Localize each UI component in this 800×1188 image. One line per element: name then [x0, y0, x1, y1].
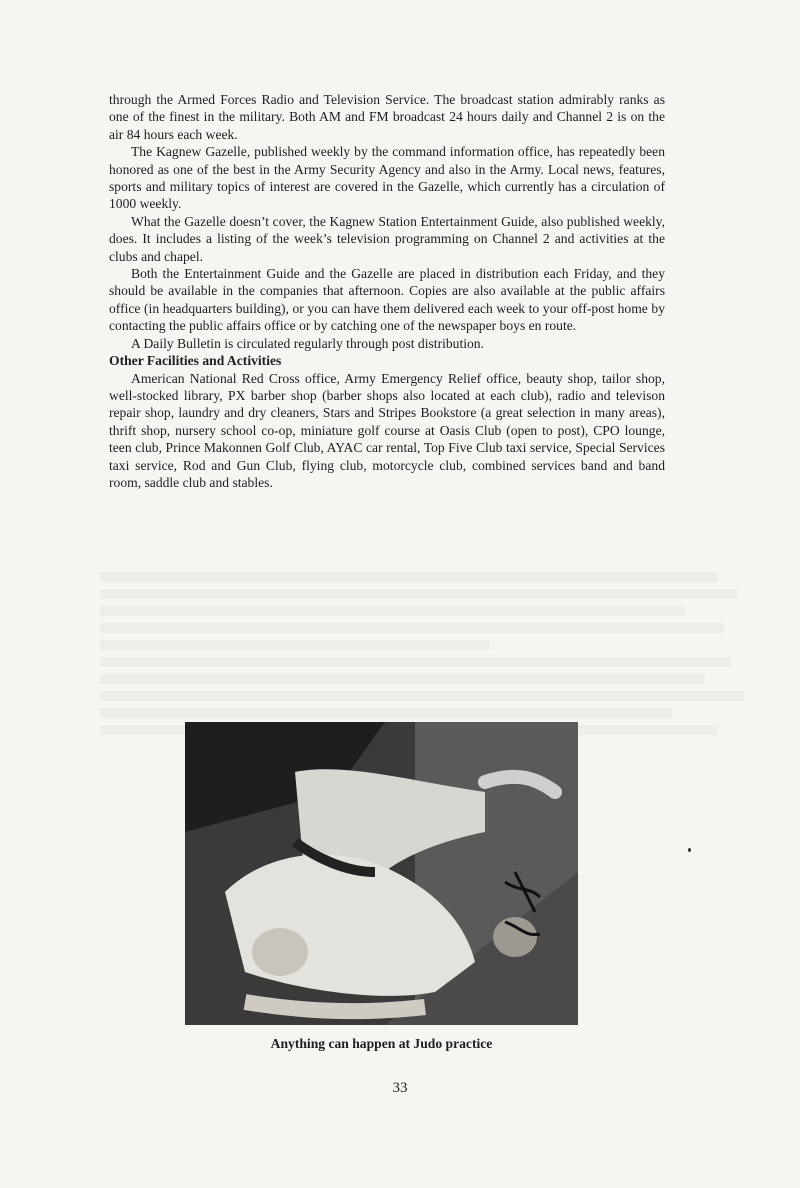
paragraph: American National Red Cross office, Army Emergency Relief office, beauty shop, tailor shop, well-stocked library, PX barber shop (barber shops also located at each club), radio and televison repair shop, laundry and dry cleaners, Stars and Stripes Bookstore (a great selection in many areas), thrift shop, nursery school co-op, miniature golf course at Oasis Club (open to post), CPO lounge, teen club, Prince Makonnen Golf Club, AYAC car rental, Top Five Club taxi service, Special Services taxi service, Rod and Gun Club, flying club, motorcycle club, combined services band and band room, saddle club and stables.: [109, 370, 665, 490]
bleed-through-title: [160, 535, 750, 552]
judo-photo: [185, 722, 578, 1025]
article-body: [109, 91, 665, 491]
paragraph: through the Armed Forces Radio and Television Service. The broadcast station admirably ranks as one of the finest in the military. Both AM and FM broadcast 24 hours daily and Channel 2 is on the air 84 hours each week.: [109, 92, 665, 142]
paragraph: What the Gazelle doesn’t cover, the Kagnew Station Entertainment Guide, also published weekly, does. It includes a listing of the week’s television programming on Channel 2 and activities at the clubs and chapel.: [109, 213, 665, 264]
paragraph: A Daily Bulletin is circulated regularly through post distribution.: [131, 335, 485, 351]
page-number: 33: [392, 1080, 408, 1096]
section-heading: Other Facilities and Activities: [109, 353, 282, 369]
paragraph: The Kagnew Gazelle, published weekly by the command information office, has repeatedly been honored as one of the best in the Army Security Agency and also in the Army. Local news, features, sports and military topics of interest are covered in the Gazelle, which currently has a circulation of 1000 weekly.: [109, 144, 665, 212]
photo-caption: Anything can happen at Judo practice: [270, 1036, 493, 1051]
paragraph: Both the Entertainment Guide and the Gazelle are placed in distribution each Friday, and they should be available in the companies that afternoon. Copies are also available at the public affairs office (in headquarters building), or you can have them delivered each week to your off-post home by contacting the public affairs office or by catching one of the newspaper boys en route.: [109, 266, 665, 334]
print-speck: [688, 848, 691, 852]
judo-photo-illustration: [185, 722, 578, 1025]
